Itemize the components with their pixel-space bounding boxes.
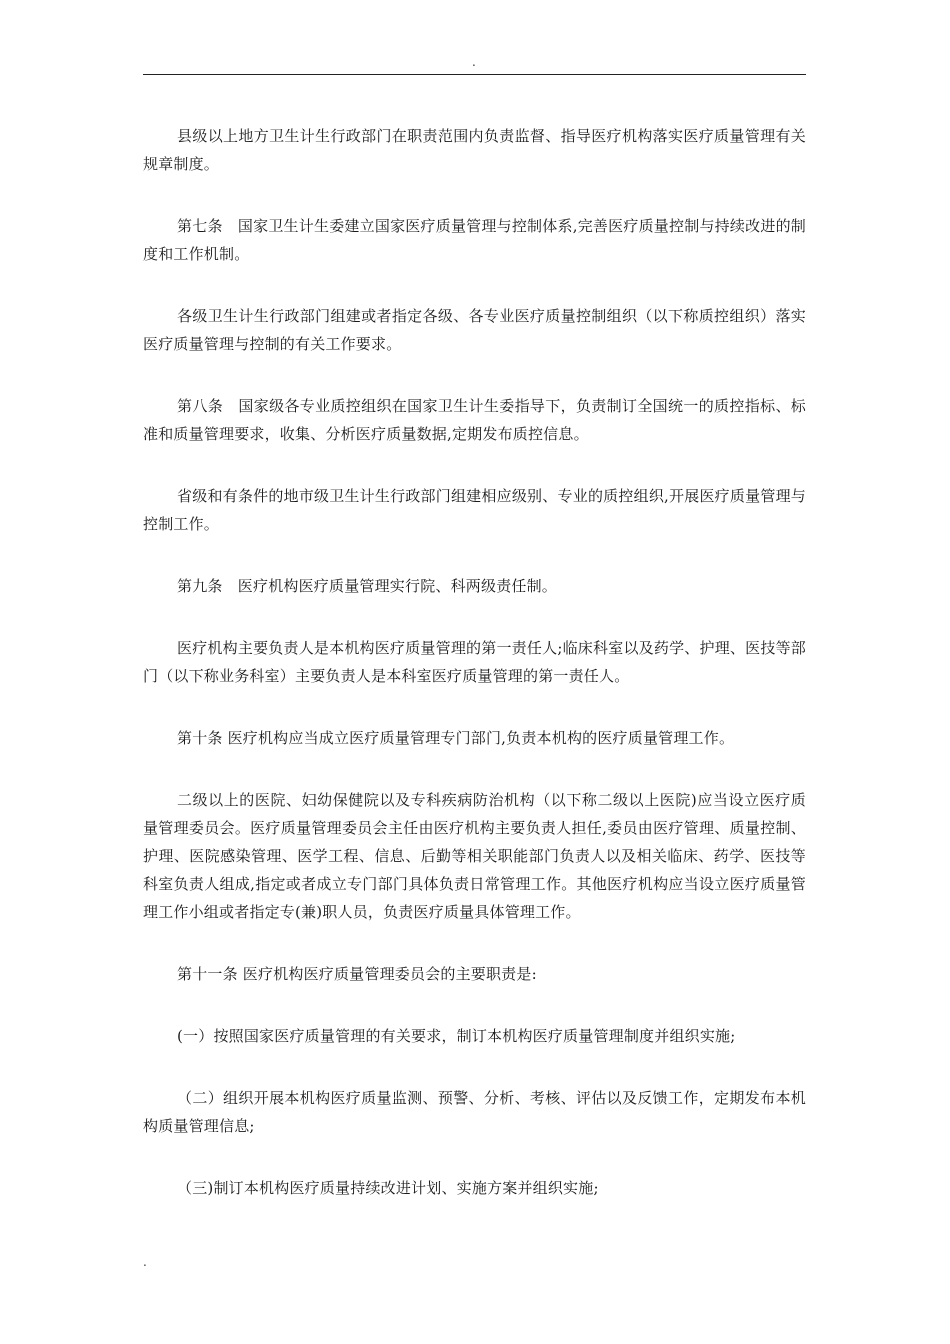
paragraph: 医疗机构主要负责人是本机构医疗质量管理的第一责任人;临床科室以及药学、护理、医技等部门（以下称业务科室）主要负责人是本科室医疗质量管理的第一责任人。: [143, 639, 806, 685]
paragraph: （三)制订本机构医疗质量持续改进计划、实施方案并组织实施;: [177, 1179, 599, 1197]
paragraph: 第十一条 医疗机构医疗质量管理委员会的主要职责是:: [177, 965, 537, 983]
paragraph: 省级和有条件的地市级卫生计生行政部门组建相应级别、专业的质控组织,开展医疗质量管理与控制工作。: [143, 487, 806, 533]
paragraph: 二级以上的医院、妇幼保健院以及专科疾病防治机构（以下称二级以上医院)应当设立医疗质量管理委员会。医疗质量管理委员会主任由医疗机构主要负责人担任,委员由医疗管理、质量控制、护理、医院感染管理、医学工程、信息、后勤等相关职能部门负责人以及相关临床、药学、医技等科室负责人组成,指定或者成立专门部门具体负责日常管理工作。其他医疗机构应当设立医疗质量管理工作小组或者指定专(兼)职人员，负责医疗质量具体管理工作。: [143, 791, 806, 921]
paragraph: 各级卫生计生行政部门组建或者指定各级、各专业医疗质量控制组织（以下称质控组织）落实医疗质量管理与控制的有关工作要求。: [143, 307, 806, 353]
header-divider: [143, 74, 806, 75]
paragraph: 第九条 医疗机构医疗质量管理实行院、科两级责任制。: [177, 577, 558, 595]
paragraph: (一）按照国家医疗质量管理的有关要求，制订本机构医疗质量管理制度并组织实施;: [177, 1027, 736, 1045]
document-body: [143, 122, 806, 1236]
header-mark: .: [472, 55, 476, 69]
paragraph: 第七条 国家卫生计生委建立国家医疗质量管理与控制体系,完善医疗质量控制与持续改进的制度和工作机制。: [143, 217, 806, 263]
paragraph: 县级以上地方卫生计生行政部门在职责范围内负责监督、指导医疗机构落实医疗质量管理有关规章制度。: [143, 127, 806, 173]
paragraph: 第十条 医疗机构应当成立医疗质量管理专门部门,负责本机构的医疗质量管理工作。: [177, 729, 735, 747]
paragraph: （二）组织开展本机构医疗质量监测、预警、分析、考核、评估以及反馈工作，定期发布本机构质量管理信息;: [143, 1089, 806, 1135]
footer-mark: .: [143, 1255, 147, 1269]
paragraph: 第八条 国家级各专业质控组织在国家卫生计生委指导下，负责制订全国统一的质控指标、标准和质量管理要求，收集、分析医疗质量数据,定期发布质控信息。: [143, 397, 806, 443]
